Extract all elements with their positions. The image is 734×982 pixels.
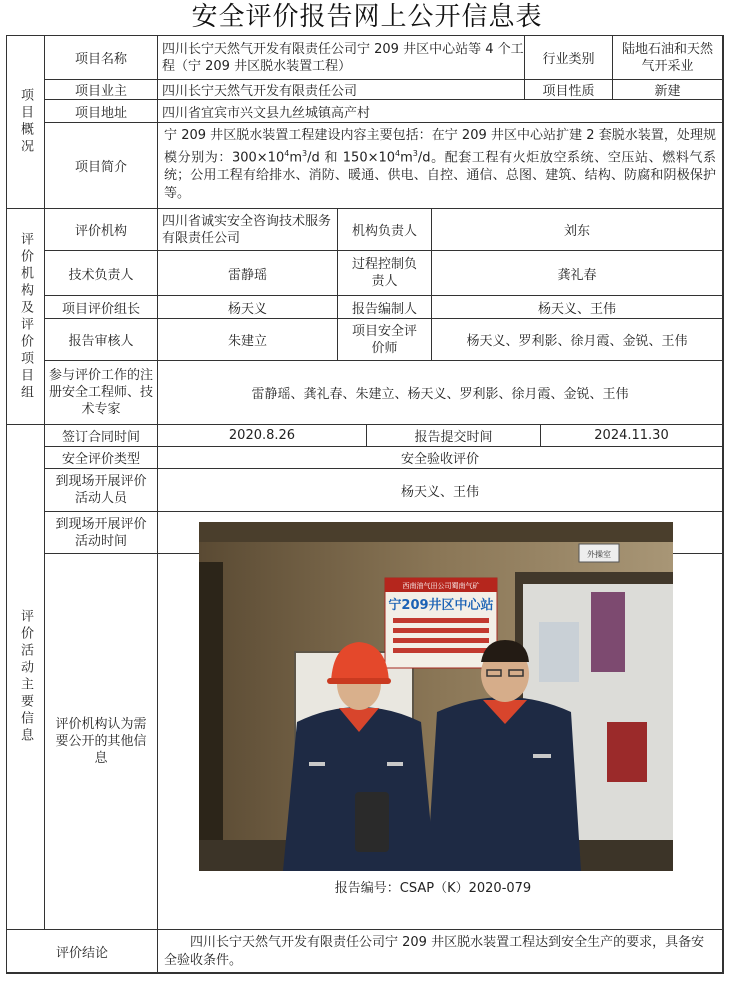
industry-value: 陆地石油和天然气开采业	[613, 36, 723, 80]
reviewer-value: 朱建立	[158, 319, 338, 361]
intro-sup3: 4	[395, 149, 401, 158]
sign-header-text: 西南油气田公司蜀南气矿	[402, 582, 480, 590]
conclusion-label: 评价结论	[7, 930, 158, 973]
door-sign-text: 外操室	[587, 550, 611, 559]
intro-value	[158, 123, 723, 209]
window	[539, 622, 579, 682]
onsite-people-value: 杨天义、王伟	[158, 469, 723, 512]
onsite-people-label: 到现场开展评价活动人员	[45, 469, 158, 512]
intro-part1: 宁 209 井区脱水装置工程建设内容主要包括：在宁 209 井区中心站扩建 2 套脱水装置，处理规模分别为：300×10	[164, 128, 716, 166]
page-title: 安全评价报告网上公开信息表	[191, 2, 543, 32]
owner-value: 四川长宁天然气开发有限责任公司	[158, 80, 525, 100]
intro-m1: m	[289, 150, 302, 166]
project-name-value: 四川长宁天然气开发有限责任公司宁 209 井区中心站等 4 个工程（宁 209 井区脱水装置工程）	[158, 36, 525, 80]
type-value: 安全验收评价	[158, 447, 723, 469]
section-overview: 项目概况	[7, 36, 45, 209]
nature-label: 项目性质	[525, 80, 613, 100]
institution-value: 四川省诚实安全咨询技术服务有限责任公司	[158, 209, 338, 251]
head-label: 机构负责人	[338, 209, 432, 251]
owner-label: 项目业主	[45, 80, 158, 100]
address-value: 四川省宜宾市兴文县九丝城镇高产村	[158, 100, 723, 123]
intro-part3: /d。配套工程有火炬放空系统、空压站、燃料气系统；公用工程有给排水、消防、暖通、供电、自控、通信、总图、建筑、结构、防腐和阴极保护等。	[164, 150, 717, 202]
author-value: 杨天义、王伟	[432, 296, 723, 319]
sign-line-1	[393, 618, 489, 623]
intro-sup2: 3	[302, 149, 308, 158]
evaluator-value: 杨天义、罗利影、徐月霞、金锐、王伟	[432, 319, 723, 361]
reviewer-label: 报告审核人	[45, 319, 158, 361]
intro-label: 项目简介	[45, 123, 158, 209]
conclusion-value: 四川长宁天然气开发有限责任公司宁 209 井区脱水装置工程达到安全生产的要求，具备安全验收条件。	[158, 930, 723, 973]
intro-m2: m	[400, 150, 413, 166]
section-org: 评价机构及评价项目组	[7, 209, 45, 425]
tech-label: 技术负责人	[45, 251, 158, 296]
process-value: 龚礼春	[432, 251, 723, 296]
intro-sup4: 3	[412, 149, 418, 158]
submit-value: 2024.11.30	[541, 425, 723, 447]
ceiling-strip	[199, 522, 673, 542]
sign-line-4	[393, 648, 489, 653]
leader-value: 杨天义	[158, 296, 338, 319]
report-number: 报告编号：CSAP（K）2020-079	[334, 881, 532, 896]
experts-label: 参与评价工作的注册安全工程师、技术专家	[45, 361, 158, 425]
type-label: 安全评价类型	[45, 447, 158, 469]
onsite-photo	[199, 522, 673, 871]
address-label: 项目地址	[45, 100, 158, 123]
sign-line-3	[393, 638, 489, 643]
intro-part2: /d 和 150×10	[307, 150, 396, 166]
experts-value: 雷静瑶、龚礼春、朱建立、杨天义、罗利影、徐月霞、金锐、王伟	[158, 361, 723, 425]
left-door	[199, 562, 223, 871]
contract-label: 签订合同时间	[45, 425, 158, 447]
leader-label: 项目评价组长	[45, 296, 158, 319]
institution-label: 评价机构	[45, 209, 158, 251]
industry-label: 行业类别	[525, 36, 613, 80]
project-name-label: 项目名称	[45, 36, 158, 80]
sign-line-2	[393, 628, 489, 633]
process-label: 过程控制负责人	[338, 251, 432, 296]
curtain	[591, 592, 625, 672]
evaluator-label: 项目安全评价师	[338, 319, 432, 361]
onsite-time-label: 到现场开展评价活动时间	[45, 512, 158, 554]
red-chair	[607, 722, 647, 782]
author-label: 报告编制人	[338, 296, 432, 319]
nature-value: 新建	[613, 80, 723, 100]
sign-title-text: 宁209井区中心站	[388, 598, 494, 613]
intro-text	[164, 127, 716, 203]
head-value: 刘东	[432, 209, 723, 251]
intro-sup1: 4	[284, 149, 290, 158]
contract-value: 2020.8.26	[158, 425, 367, 447]
section-activity: 评价活动主要信息	[7, 425, 45, 930]
submit-label: 报告提交时间	[367, 425, 541, 447]
other-info-label: 评价机构认为需要公开的其他信息	[45, 554, 158, 930]
tech-value: 雷静瑶	[158, 251, 338, 296]
